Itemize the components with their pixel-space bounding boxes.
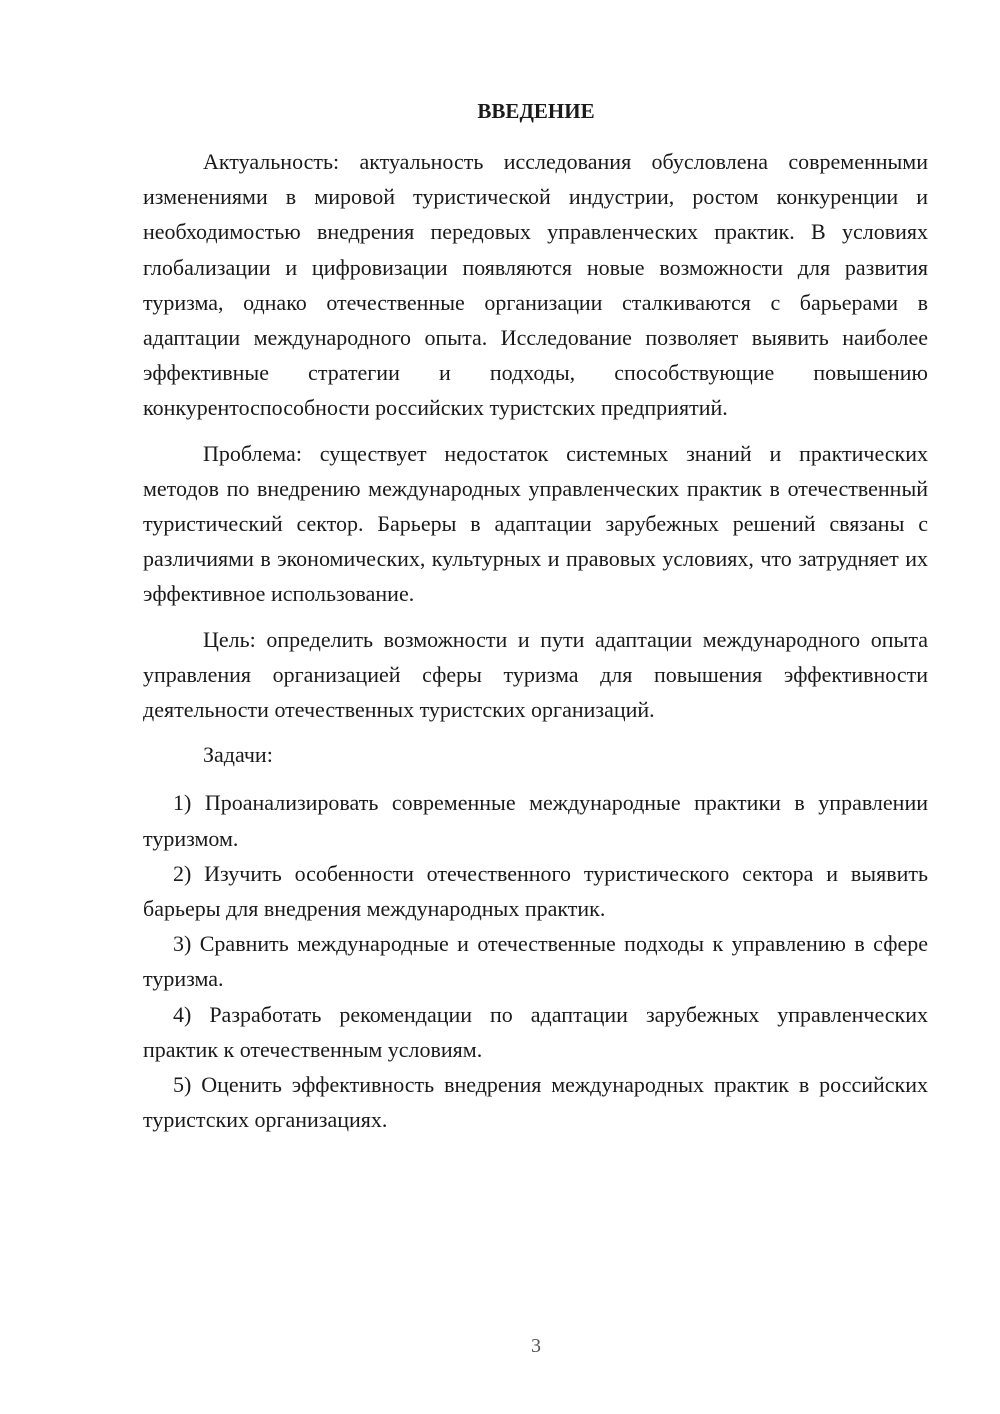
document-body (143, 144, 928, 1137)
task-item: 5) Оценить эффективность внедрения международных практик в российских туристских организациях. (143, 1072, 928, 1133)
task-item: 1) Проанализировать современные международные практики в управлении туризмом. (143, 790, 928, 851)
page-number: 3 (531, 1335, 541, 1357)
relevance-paragraph: Актуальность: актуальность исследования обусловлена современными изменениями в мировой туристической индустрии, ростом конкуренции и необходимостью внедрения передовых управленческих практик. В условиях глобализации и цифровизации появляются новые возможности для развития туризма, однако отечественные организации сталкиваются с барьерами в адаптации международного опыта. Исследование позволяет выявить наиболее эффективные стратегии и подходы, способствующие повышению конкурентоспособности российских туристских предприятий. (143, 149, 928, 421)
task-item: 3) Сравнить международные и отечественные подходы к управлению в сфере туризма. (143, 931, 928, 992)
task-item: 2) Изучить особенности отечественного туристического сектора и выявить барьеры для внедрения международных практик. (143, 860, 928, 922)
goal-paragraph: Цель: определить возможности и пути адаптации международного опыта управления организацией сферы туризма для повышения эффективности деятельности отечественных туристских организаций. (143, 626, 928, 723)
tasks-label: Задачи: (203, 742, 273, 768)
task-item: 4) Разработать рекомендации по адаптации зарубежных управленческих практик к отечественным условиям. (143, 1001, 928, 1062)
problem-paragraph: Проблема: существует недостаток системных знаний и практических методов по внедрению международных управленческих практик в отечественный туристический сектор. Барьеры в адаптации зарубежных решений связаны с различиями в экономических, культурных и правовых условиях, что затрудняет их эффективное использование. (143, 440, 928, 607)
page-title: ВВЕДЕНИЕ (477, 99, 595, 123)
